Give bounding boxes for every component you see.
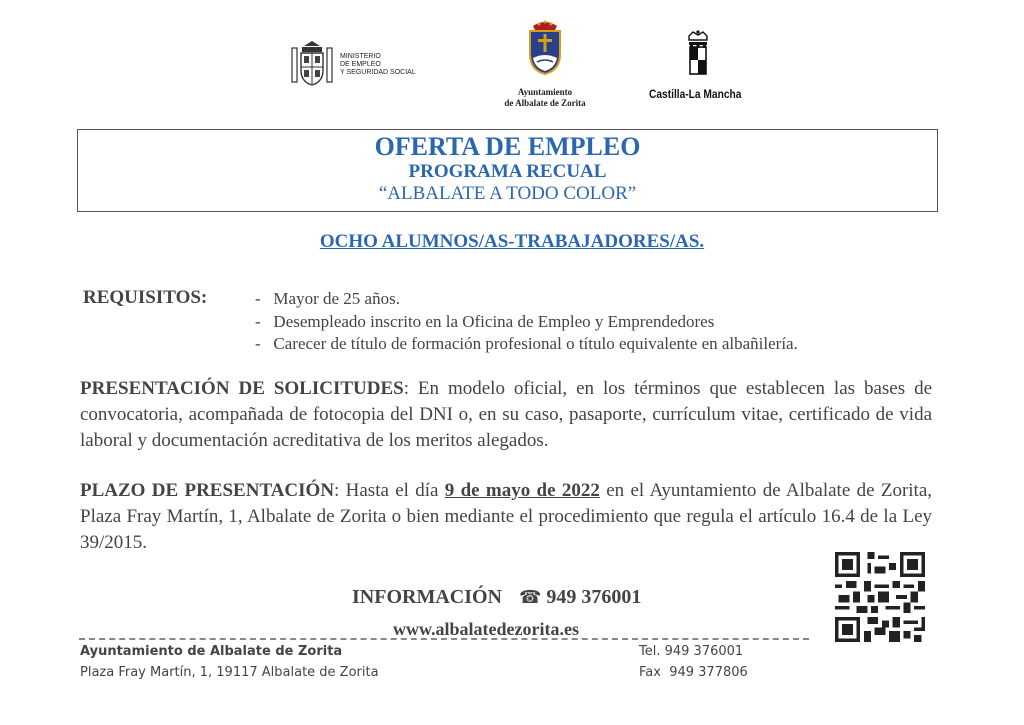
deadline-paragraph [80, 478, 932, 556]
offer-title: OFERTA DE EMPLEO [374, 132, 641, 161]
footer-org-name: Ayuntamiento de Albalate de Zorita [80, 644, 343, 659]
ayuntamiento-line-2: de Albalate de Zorita [504, 98, 586, 108]
information-phone: 949 376001 [546, 586, 642, 608]
requirement-item: - Desempleado inscrito en la Oficina de Empleo y Emprendedores [255, 311, 715, 331]
deadline-text-after: en el Ayuntamiento de Albalate de Zorita, Plaza Fray Martín, 1, Albalate de Zorita o bien mediante el procedimiento que regula el artículo 16.4 de la Ley 39/2015. [80, 480, 933, 553]
requirement-item: - Mayor de 25 años. [255, 289, 400, 308]
spain-coat-of-arms-icon [290, 40, 334, 88]
information-label: INFORMACIÓN [352, 586, 502, 608]
requirement-item: - Carecer de título de formación profesional o título equivalente en albañilería. [255, 334, 798, 353]
ministry-logo [290, 40, 430, 90]
footer-address: Plaza Fray Martín, 1, 19117 Albalate de Zorita [80, 665, 379, 680]
program-name: PROGRAMA RECUAL [408, 161, 607, 182]
ayuntamiento-logo [490, 18, 600, 113]
submission-paragraph [80, 376, 932, 454]
ministry-line-3: Y SEGURIDAD SOCIAL [340, 69, 416, 76]
deadline-text-before: : Hasta el día [334, 480, 445, 501]
footer-fax: Fax 949 377806 [639, 665, 748, 680]
footer-tel: Tel. 949 376001 [639, 644, 744, 659]
title-box [77, 129, 938, 212]
information-line [352, 586, 641, 609]
castilla-la-mancha-logo [648, 30, 758, 105]
albalate-shield-icon [525, 18, 565, 76]
ministry-line-2: DE EMPLEO [340, 61, 381, 68]
deadline-label: PLAZO DE PRESENTACIÓN [80, 480, 335, 501]
requirements-list [255, 288, 798, 356]
ministry-line-1: MINISTERIO [340, 53, 381, 60]
positions-heading: OCHO ALUMNOS/AS-TRABAJADORES/AS. [319, 231, 705, 252]
castle-crown-icon [683, 30, 713, 78]
phone-icon: ☎ [519, 587, 542, 608]
submission-label: PRESENTACIÓN DE SOLICITUDES [80, 378, 404, 399]
submission-text: : En modelo oficial, en los términos que establecen las bases de convocatoria, acompañada de fotocopia del DNI o, en su caso, pasaporte, currículum vitae, certificado de vida laboral y documentación acreditativa de los meritos alegados. [80, 378, 933, 451]
ayuntamiento-line-1: Ayuntamiento [517, 87, 573, 97]
website-link[interactable]: www.albalatedezorita.es [393, 619, 579, 639]
requirements-label: REQUISITOS: [83, 287, 208, 308]
region-name: Castilla-La Mancha [649, 87, 742, 101]
qr-code-icon[interactable] [835, 552, 925, 642]
footer-divider [79, 638, 809, 640]
deadline-date: 9 de mayo de 2022 [444, 480, 600, 501]
program-subtitle: “ALBALATE A TODO COLOR” [378, 183, 637, 204]
